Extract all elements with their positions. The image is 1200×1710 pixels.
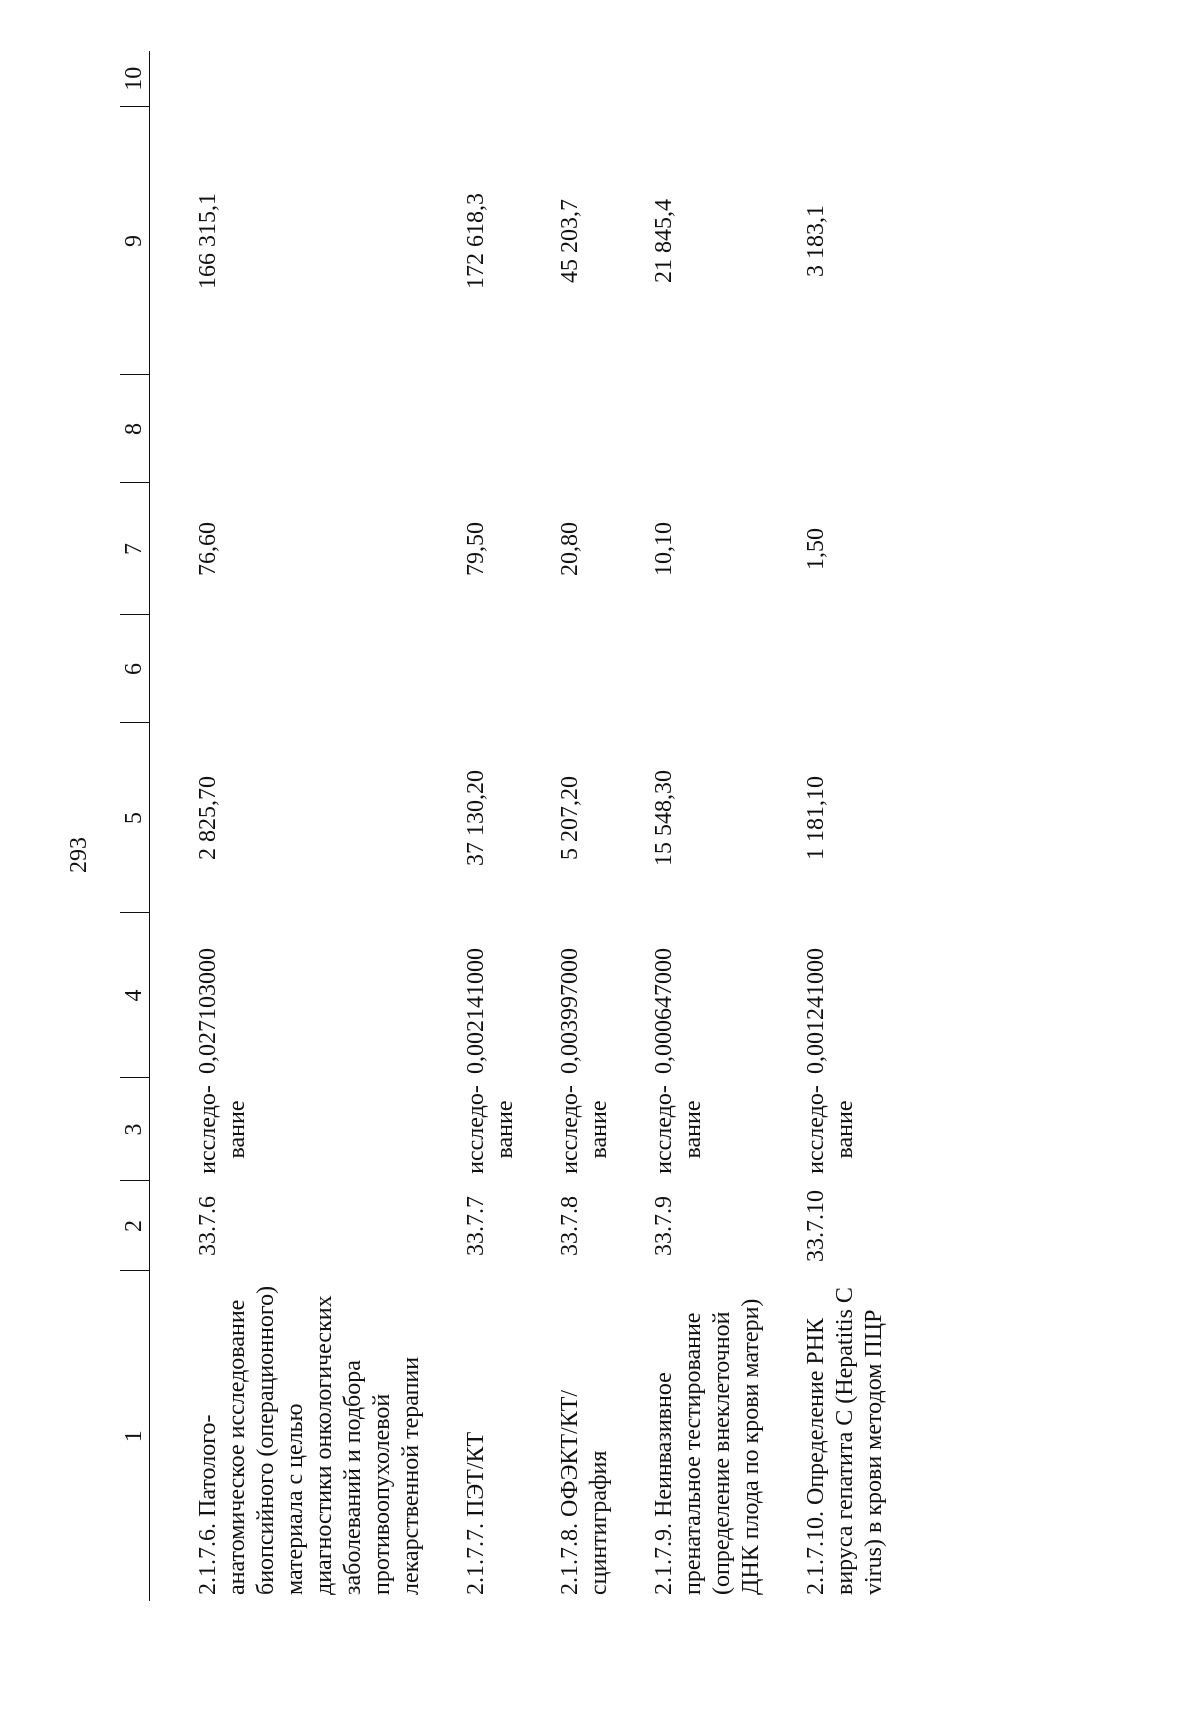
cell-col7: 1,50 xyxy=(803,528,829,570)
col-header-2: 2 xyxy=(120,1181,150,1271)
cell-col8 xyxy=(426,375,520,483)
header-row xyxy=(120,51,150,1601)
cell-col8 xyxy=(766,375,889,483)
cell-col5: 2 825,70 xyxy=(195,776,221,860)
cell-col10 xyxy=(150,51,427,107)
cell-name: 2.1.7.10. Определение РНК вируса гепатита С (Hepatitis C virus) в крови методом ПЦР xyxy=(803,1287,887,1595)
cell-unit: исследо-вание xyxy=(557,1085,612,1174)
col-header-9: 9 xyxy=(120,107,150,375)
cell-col6 xyxy=(150,615,427,723)
col-header-3: 3 xyxy=(120,1078,150,1181)
cell-col5: 37 130,20 xyxy=(463,770,489,866)
cell-col10 xyxy=(426,51,520,107)
cell-col9: 45 203,7 xyxy=(557,199,583,283)
cell-name: 2.1.7.8. ОФЭКТ/КТ/ сцинтиграфия xyxy=(557,1389,612,1595)
cell-col7: 76,60 xyxy=(195,522,221,576)
cell-unit: исследо-вание xyxy=(651,1085,706,1174)
cell-code: 33.7.8 xyxy=(557,1196,583,1256)
cell-col4: 0,002141000 xyxy=(463,948,489,1074)
table-row xyxy=(426,51,520,1601)
cell-col9: 172 618,3 xyxy=(463,193,489,289)
cell-code: 33.7.9 xyxy=(651,1196,677,1256)
cell-name: 2.1.7.6. Патолого-анатомическое исследование биопсийного (операционного) материала с целью диагностики онкологических заболеваний и подбора противоопухолевой лекарственной терапии xyxy=(195,1285,424,1595)
cell-unit: исследо-вание xyxy=(463,1085,518,1174)
cell-col6 xyxy=(426,615,520,723)
table-row xyxy=(520,51,614,1601)
table-row xyxy=(766,51,889,1601)
cell-col4: 0,001241000 xyxy=(803,948,829,1074)
cell-col5: 1 181,10 xyxy=(803,776,829,860)
cell-col4: 0,000647000 xyxy=(651,948,677,1074)
col-header-6: 6 xyxy=(120,615,150,723)
cell-name: 2.1.7.9. Неинвазивное пренатальное тестирование (определение внеклеточной ДНК плода по крови матери) xyxy=(651,1298,764,1595)
cell-col5: 5 207,20 xyxy=(557,776,583,860)
cell-col7: 10,10 xyxy=(651,522,677,576)
cell-col10 xyxy=(520,51,614,107)
table-row xyxy=(614,51,766,1601)
col-header-10: 10 xyxy=(120,51,150,107)
cell-code: 33.7.6 xyxy=(195,1196,221,1256)
col-header-1: 1 xyxy=(120,1271,150,1601)
cell-col6 xyxy=(520,615,614,723)
cell-col6 xyxy=(614,615,766,723)
cell-col9: 166 315,1 xyxy=(195,193,221,289)
cell-col9: 21 845,4 xyxy=(651,199,677,283)
cell-col5: 15 548,30 xyxy=(651,770,677,866)
col-header-4: 4 xyxy=(120,913,150,1078)
cell-col7: 20,80 xyxy=(557,522,583,576)
page-number: 293 xyxy=(66,837,92,873)
cell-col10 xyxy=(766,51,889,107)
cell-unit: исследо-вание xyxy=(195,1085,250,1174)
cell-col8 xyxy=(150,375,427,483)
cell-col6 xyxy=(766,615,889,723)
cell-col8 xyxy=(520,375,614,483)
cell-col8 xyxy=(614,375,766,483)
col-header-8: 8 xyxy=(120,375,150,483)
cell-col4: 0,027103000 xyxy=(195,948,221,1074)
cell-name: 2.1.7.7. ПЭТ/КТ xyxy=(463,1431,489,1595)
cell-col9: 3 183,1 xyxy=(803,205,829,277)
data-table xyxy=(120,51,889,1601)
table-row xyxy=(150,51,427,1601)
cell-unit: исследо-вание xyxy=(803,1085,858,1174)
cell-col10 xyxy=(614,51,766,107)
col-header-5: 5 xyxy=(120,723,150,913)
cell-col4: 0,003997000 xyxy=(557,948,583,1074)
cell-code: 33.7.10 xyxy=(803,1190,829,1262)
col-header-7: 7 xyxy=(120,483,150,615)
cell-code: 33.7.7 xyxy=(463,1196,489,1256)
cell-col7: 79,50 xyxy=(463,522,489,576)
